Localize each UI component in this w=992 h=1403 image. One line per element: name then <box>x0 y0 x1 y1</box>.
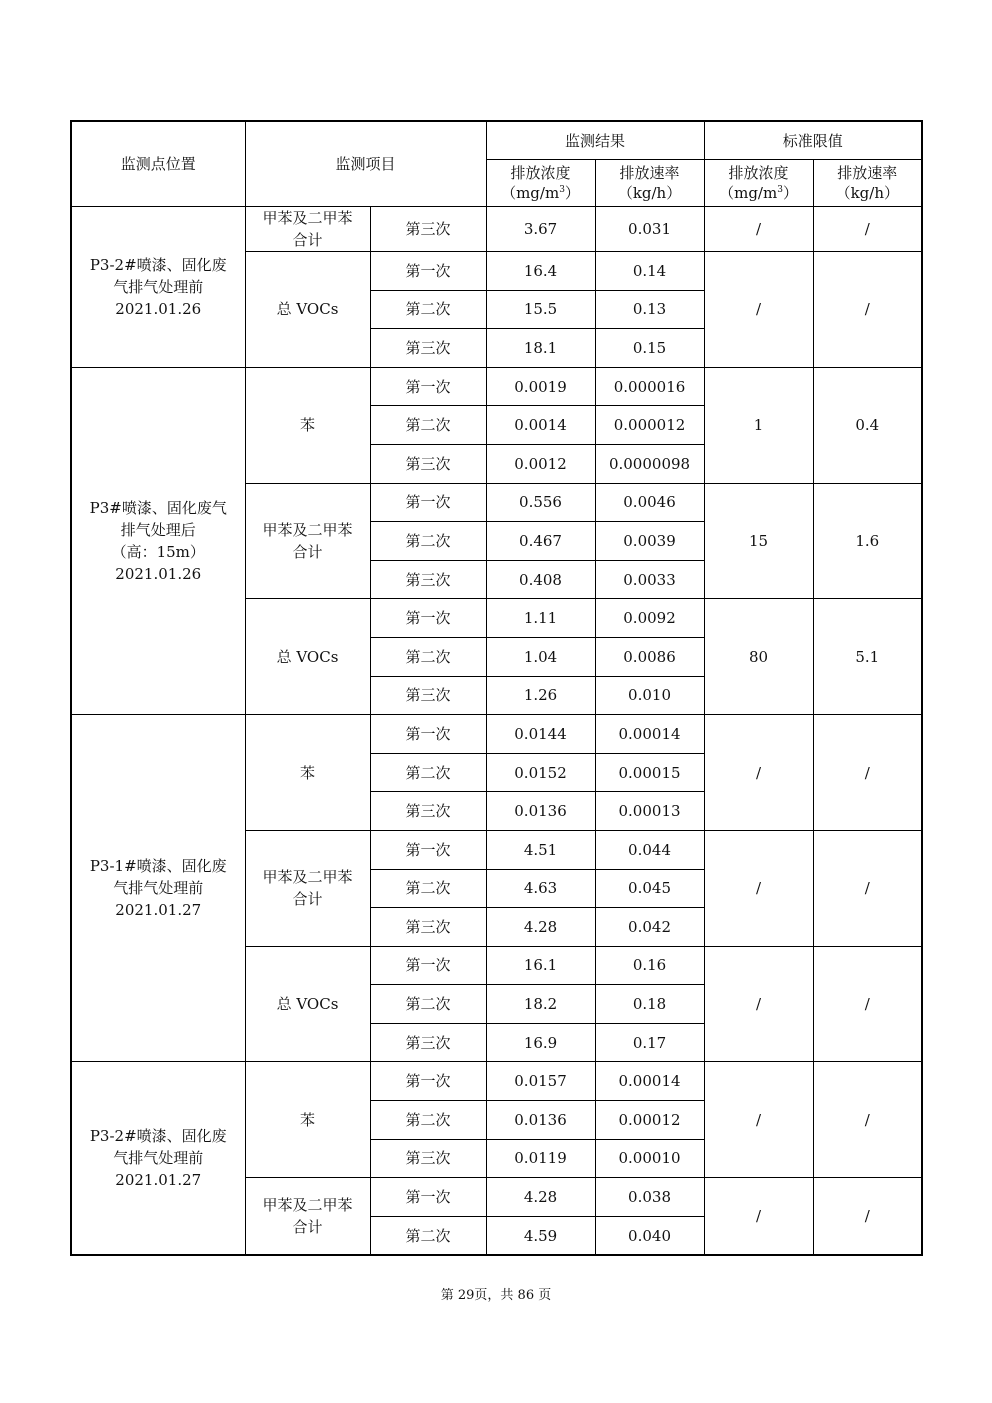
rate-cell: 0.0092 <box>595 599 704 638</box>
rate-cell: 0.14 <box>595 252 704 291</box>
rate-cell: 0.13 <box>595 290 704 329</box>
location-line: （高：15m） <box>111 542 205 561</box>
concentration-cell: 0.0157 <box>486 1062 595 1101</box>
rate-cell: 0.00012 <box>595 1101 704 1140</box>
limit-rate-cell: / <box>813 830 922 946</box>
item-name-line: 总 VOCs <box>276 995 339 1014</box>
concentration-cell: 3.67 <box>486 207 595 252</box>
page-footer: 第 29页，共 86 页 <box>440 1288 552 1303</box>
monitoring-table <box>70 120 923 1256</box>
header-results: 监测结果 <box>486 121 704 160</box>
location-line: P3-1#喷漆、固化废 <box>89 857 227 876</box>
item-name-line: 甲苯及二甲苯 <box>262 868 353 887</box>
header-result-conc <box>486 160 595 207</box>
rate-cell: 0.00014 <box>595 715 704 754</box>
conc-unit: $(mg/m^3)$ <box>719 184 798 202</box>
sample-order-cell: 第三次 <box>370 676 486 715</box>
rate-cell: 0.00010 <box>595 1139 704 1178</box>
rate-cell: 0.031 <box>595 207 704 252</box>
location-line: 2021.01.27 <box>115 1171 202 1190</box>
rate-cell: 0.0000098 <box>595 444 704 483</box>
limit-conc-cell: 15 <box>704 483 813 599</box>
concentration-cell: 0.0152 <box>486 753 595 792</box>
concentration-cell: 4.63 <box>486 869 595 908</box>
location-line: P3-2#喷漆、固化废 <box>89 1127 227 1146</box>
item-name-line: 合计 <box>292 542 323 561</box>
header-point: 监测点位置 <box>71 121 245 207</box>
item-name-cell <box>245 483 370 599</box>
sample-order-cell: 第二次 <box>370 406 486 445</box>
item-name-line: 苯 <box>299 416 315 435</box>
limit-rate-cell: 5.1 <box>813 599 922 715</box>
limit-rate-cell: / <box>813 207 922 252</box>
concentration-cell: 18.1 <box>486 329 595 368</box>
item-name-line: 苯 <box>299 763 315 782</box>
item-name-line: 甲苯及二甲苯 <box>262 520 353 539</box>
table-row <box>71 715 922 754</box>
sample-order-cell: 第一次 <box>370 946 486 985</box>
item-name-line: 合计 <box>292 1218 323 1237</box>
item-name-cell <box>245 207 370 252</box>
sample-order-cell: 第二次 <box>370 869 486 908</box>
sample-order-cell: 第一次 <box>370 483 486 522</box>
item-name-cell <box>245 1178 370 1256</box>
limit-conc-cell: / <box>704 946 813 1062</box>
sample-order-cell: 第二次 <box>370 1101 486 1140</box>
location-line: 排气处理后 <box>120 520 196 539</box>
sample-order-cell: 第三次 <box>370 207 486 252</box>
rate-cell: 0.00014 <box>595 1062 704 1101</box>
item-name-line: 甲苯及二甲苯 <box>262 209 353 227</box>
sample-order-cell: 第三次 <box>370 444 486 483</box>
table-row <box>71 1062 922 1101</box>
limit-conc-cell: / <box>704 830 813 946</box>
rate-unit: （kg/h） <box>617 184 682 202</box>
concentration-cell: 4.28 <box>486 908 595 947</box>
concentration-cell: 4.28 <box>486 1178 595 1217</box>
location-line: 气排气处理前 <box>113 277 204 296</box>
rate-cell: 0.0086 <box>595 637 704 676</box>
location-line: 气排气处理前 <box>113 879 204 898</box>
sample-order-cell: 第一次 <box>370 1062 486 1101</box>
concentration-cell: 0.0119 <box>486 1139 595 1178</box>
limit-rate-cell: / <box>813 252 922 368</box>
location-cell <box>71 367 245 714</box>
sample-order-cell: 第二次 <box>370 290 486 329</box>
concentration-cell: 15.5 <box>486 290 595 329</box>
item-name-cell <box>245 830 370 946</box>
item-name-line: 合计 <box>292 231 323 249</box>
rate-cell: 0.042 <box>595 908 704 947</box>
sample-order-cell: 第二次 <box>370 1216 486 1255</box>
rate-cell: 0.18 <box>595 985 704 1024</box>
concentration-cell: 4.51 <box>486 830 595 869</box>
concentration-cell: 0.556 <box>486 483 595 522</box>
item-name-line: 总 VOCs <box>276 647 339 666</box>
item-name-cell <box>245 599 370 715</box>
limit-rate-cell: / <box>813 1062 922 1178</box>
rate-cell: 0.000012 <box>595 406 704 445</box>
concentration-cell: 4.59 <box>486 1216 595 1255</box>
conc-label: 排放浓度 <box>510 164 571 182</box>
concentration-cell: 16.1 <box>486 946 595 985</box>
limit-rate-cell: / <box>813 1178 922 1256</box>
sample-order-cell: 第三次 <box>370 792 486 831</box>
header-item: 监测项目 <box>245 121 486 207</box>
rate-cell: 0.045 <box>595 869 704 908</box>
location-cell <box>71 715 245 1062</box>
rate-cell: 0.038 <box>595 1178 704 1217</box>
sample-order-cell: 第一次 <box>370 599 486 638</box>
location-line: P3#喷漆、固化废气 <box>89 498 227 517</box>
limit-rate-cell: 0.4 <box>813 367 922 483</box>
concentration-cell: 16.9 <box>486 1023 595 1062</box>
concentration-cell: 0.408 <box>486 560 595 599</box>
rate-cell: 0.044 <box>595 830 704 869</box>
header-limit-rate <box>813 160 922 207</box>
concentration-cell: 0.0136 <box>486 792 595 831</box>
location-line: 气排气处理前 <box>113 1149 204 1168</box>
rate-label: 排放速率 <box>837 164 898 182</box>
sample-order-cell: 第一次 <box>370 715 486 754</box>
item-name-line: 甲苯及二甲苯 <box>262 1196 353 1215</box>
rate-cell: 0.010 <box>595 676 704 715</box>
item-name-cell <box>245 252 370 368</box>
limit-rate-cell: 1.6 <box>813 483 922 599</box>
concentration-cell: 1.11 <box>486 599 595 638</box>
sample-order-cell: 第二次 <box>370 522 486 561</box>
sample-order-cell: 第一次 <box>370 367 486 406</box>
item-name-cell <box>245 946 370 1062</box>
item-name-line: 总 VOCs <box>276 300 339 319</box>
location-line: 2021.01.27 <box>115 901 202 920</box>
limit-conc-cell: / <box>704 207 813 252</box>
sample-order-cell: 第一次 <box>370 252 486 291</box>
limit-rate-cell: / <box>813 946 922 1062</box>
sample-order-cell: 第三次 <box>370 560 486 599</box>
concentration-cell: 0.0019 <box>486 367 595 406</box>
limit-rate-cell: / <box>813 715 922 831</box>
rate-cell: 0.16 <box>595 946 704 985</box>
rate-cell: 0.040 <box>595 1216 704 1255</box>
sample-order-cell: 第二次 <box>370 637 486 676</box>
rate-cell: 0.0039 <box>595 522 704 561</box>
location-cell <box>71 1062 245 1255</box>
rate-cell: 0.15 <box>595 329 704 368</box>
concentration-cell: 0.467 <box>486 522 595 561</box>
concentration-cell: 0.0014 <box>486 406 595 445</box>
location-line: 2021.01.26 <box>115 564 202 583</box>
conc-label: 排放浓度 <box>728 164 789 182</box>
header-limit-conc <box>704 160 813 207</box>
concentration-cell: 18.2 <box>486 985 595 1024</box>
concentration-cell: 1.26 <box>486 676 595 715</box>
table-row <box>71 207 922 252</box>
conc-unit: $(mg/m^3)$ <box>501 184 580 202</box>
sample-order-cell: 第二次 <box>370 753 486 792</box>
sample-order-cell: 第三次 <box>370 1023 486 1062</box>
limit-conc-cell: / <box>704 252 813 368</box>
concentration-cell: 0.0012 <box>486 444 595 483</box>
sample-order-cell: 第三次 <box>370 329 486 368</box>
rate-label: 排放速率 <box>619 164 680 182</box>
concentration-cell: 16.4 <box>486 252 595 291</box>
location-cell <box>71 207 245 368</box>
sample-order-cell: 第一次 <box>370 1178 486 1217</box>
location-line: P3-2#喷漆、固化废 <box>89 255 227 274</box>
sample-order-cell: 第三次 <box>370 1139 486 1178</box>
item-name-cell <box>245 1062 370 1178</box>
sample-order-cell: 第三次 <box>370 908 486 947</box>
item-name-cell <box>245 367 370 483</box>
rate-unit: （kg/h） <box>835 184 899 202</box>
rate-cell: 0.00013 <box>595 792 704 831</box>
table-row <box>71 367 922 406</box>
header-result-rate <box>595 160 704 207</box>
item-name-line: 合计 <box>292 890 323 909</box>
location-line: 2021.01.26 <box>115 299 202 318</box>
limit-conc-cell: / <box>704 1178 813 1256</box>
rate-cell: 0.00015 <box>595 753 704 792</box>
rate-cell: 0.0033 <box>595 560 704 599</box>
rate-cell: 0.0046 <box>595 483 704 522</box>
header-limits: 标准限值 <box>704 121 922 160</box>
item-name-line: 苯 <box>299 1110 315 1129</box>
rate-cell: 0.17 <box>595 1023 704 1062</box>
sample-order-cell: 第二次 <box>370 985 486 1024</box>
concentration-cell: 0.0136 <box>486 1101 595 1140</box>
concentration-cell: 0.0144 <box>486 715 595 754</box>
limit-conc-cell: / <box>704 1062 813 1178</box>
rate-cell: 0.000016 <box>595 367 704 406</box>
limit-conc-cell: 80 <box>704 599 813 715</box>
concentration-cell: 1.04 <box>486 637 595 676</box>
item-name-cell <box>245 715 370 831</box>
limit-conc-cell: / <box>704 715 813 831</box>
limit-conc-cell: 1 <box>704 367 813 483</box>
sample-order-cell: 第一次 <box>370 830 486 869</box>
